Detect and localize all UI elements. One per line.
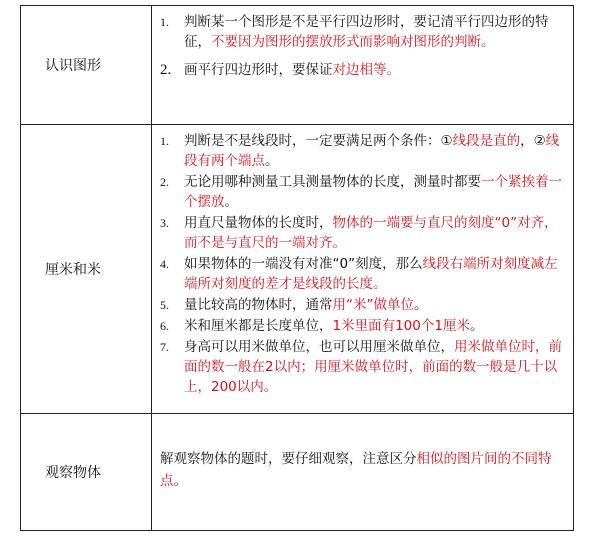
- point-list: [152, 6, 573, 80]
- list-item: [160, 295, 565, 315]
- body-text: 无论用哪种测量工具测量物体的长度，测量时都要: [184, 174, 481, 190]
- list-item: [160, 213, 565, 253]
- body-text: 。: [469, 318, 484, 334]
- item-number: 1.: [160, 134, 169, 148]
- highlight-text: 相似的图片间的不同特点: [160, 451, 552, 489]
- observation-note: [152, 414, 573, 492]
- table-row-shapes: [21, 6, 574, 125]
- body-text: 。: [173, 473, 187, 489]
- body-text: 身高可以用米做单位，也可以用厘米做单位，: [184, 339, 454, 355]
- item-number: 7.: [160, 340, 169, 354]
- body-text: ，②: [520, 133, 546, 149]
- body-text: 判断某一个图形是不是平行四边形时，要记清平行四边形的特征，: [184, 14, 549, 50]
- highlight-text: 对边相等。: [332, 62, 400, 78]
- body-text: 。: [265, 153, 279, 169]
- table-row-observe-objects: [21, 414, 574, 531]
- topic-label: 厘米和米: [45, 262, 101, 278]
- body-text: 量比较高的物体时，通常: [184, 297, 333, 313]
- body-text: 米和厘米都是长度单位，: [184, 318, 333, 334]
- body-text: 用直尺量物体的长度时，: [184, 215, 333, 231]
- topic-label: 认识图形: [45, 58, 101, 74]
- item-number: 1.: [160, 15, 169, 29]
- item-number: 3.: [160, 216, 169, 230]
- list-item: [160, 316, 565, 336]
- item-number: 6.: [160, 319, 169, 333]
- highlight-text: 1米里面有100个1厘米: [332, 318, 470, 334]
- item-number: 2.: [160, 175, 169, 189]
- list-item: [160, 337, 565, 397]
- highlight-text: 线段右端所对刻度减左端所对刻度的差才是线段的长度。: [184, 256, 558, 292]
- content-cell: [152, 125, 574, 414]
- highlight-text: 物体的一端要与直尺的刻度“0”对齐，而不是与直尺的一端对齐。: [184, 215, 558, 251]
- highlight-text: 一个紧挨着一个摆放: [184, 174, 562, 210]
- highlight-text: 线段有两个端点: [184, 133, 560, 169]
- point-list: [152, 125, 573, 397]
- table-row-length-units: [21, 125, 574, 414]
- list-item: [160, 172, 565, 212]
- highlight-text: 不要因为图形的摆放形式而影响对图形的判断。: [211, 34, 495, 50]
- topic-cell: [21, 125, 152, 414]
- item-number: 5.: [160, 298, 169, 312]
- body-text: 画平行四边形时，要保证: [184, 62, 333, 78]
- highlight-text: 用米做单位时，前面的数一般在2以内；用厘米做单位时，前面的数一般是几十以上，200以内。: [184, 339, 562, 395]
- topic-cell: [21, 6, 152, 125]
- content-cell: [152, 6, 574, 125]
- item-number: 2.: [160, 62, 172, 78]
- highlight-text: 用“米”做单位: [332, 297, 414, 313]
- summary-table: [20, 5, 574, 531]
- body-text: 判断是不是线段时，一定要满足两个条件：①: [184, 133, 453, 149]
- highlight-text: 线段是直的: [452, 133, 521, 149]
- body-text: 。: [414, 297, 428, 313]
- topic-label: 观察物体: [45, 465, 101, 481]
- list-item: [160, 60, 565, 80]
- list-item: [160, 131, 565, 171]
- list-item: [160, 254, 565, 294]
- content-cell: [152, 414, 574, 531]
- body-text: 如果物体的一端没有对准“0”刻度，那么: [184, 256, 423, 272]
- topic-cell: [21, 414, 152, 531]
- body-text: 。: [224, 194, 238, 210]
- item-number: 4.: [160, 257, 169, 271]
- list-item: [160, 12, 565, 52]
- body-text: 解观察物体的题时，要仔细观察，注意区分: [160, 451, 417, 467]
